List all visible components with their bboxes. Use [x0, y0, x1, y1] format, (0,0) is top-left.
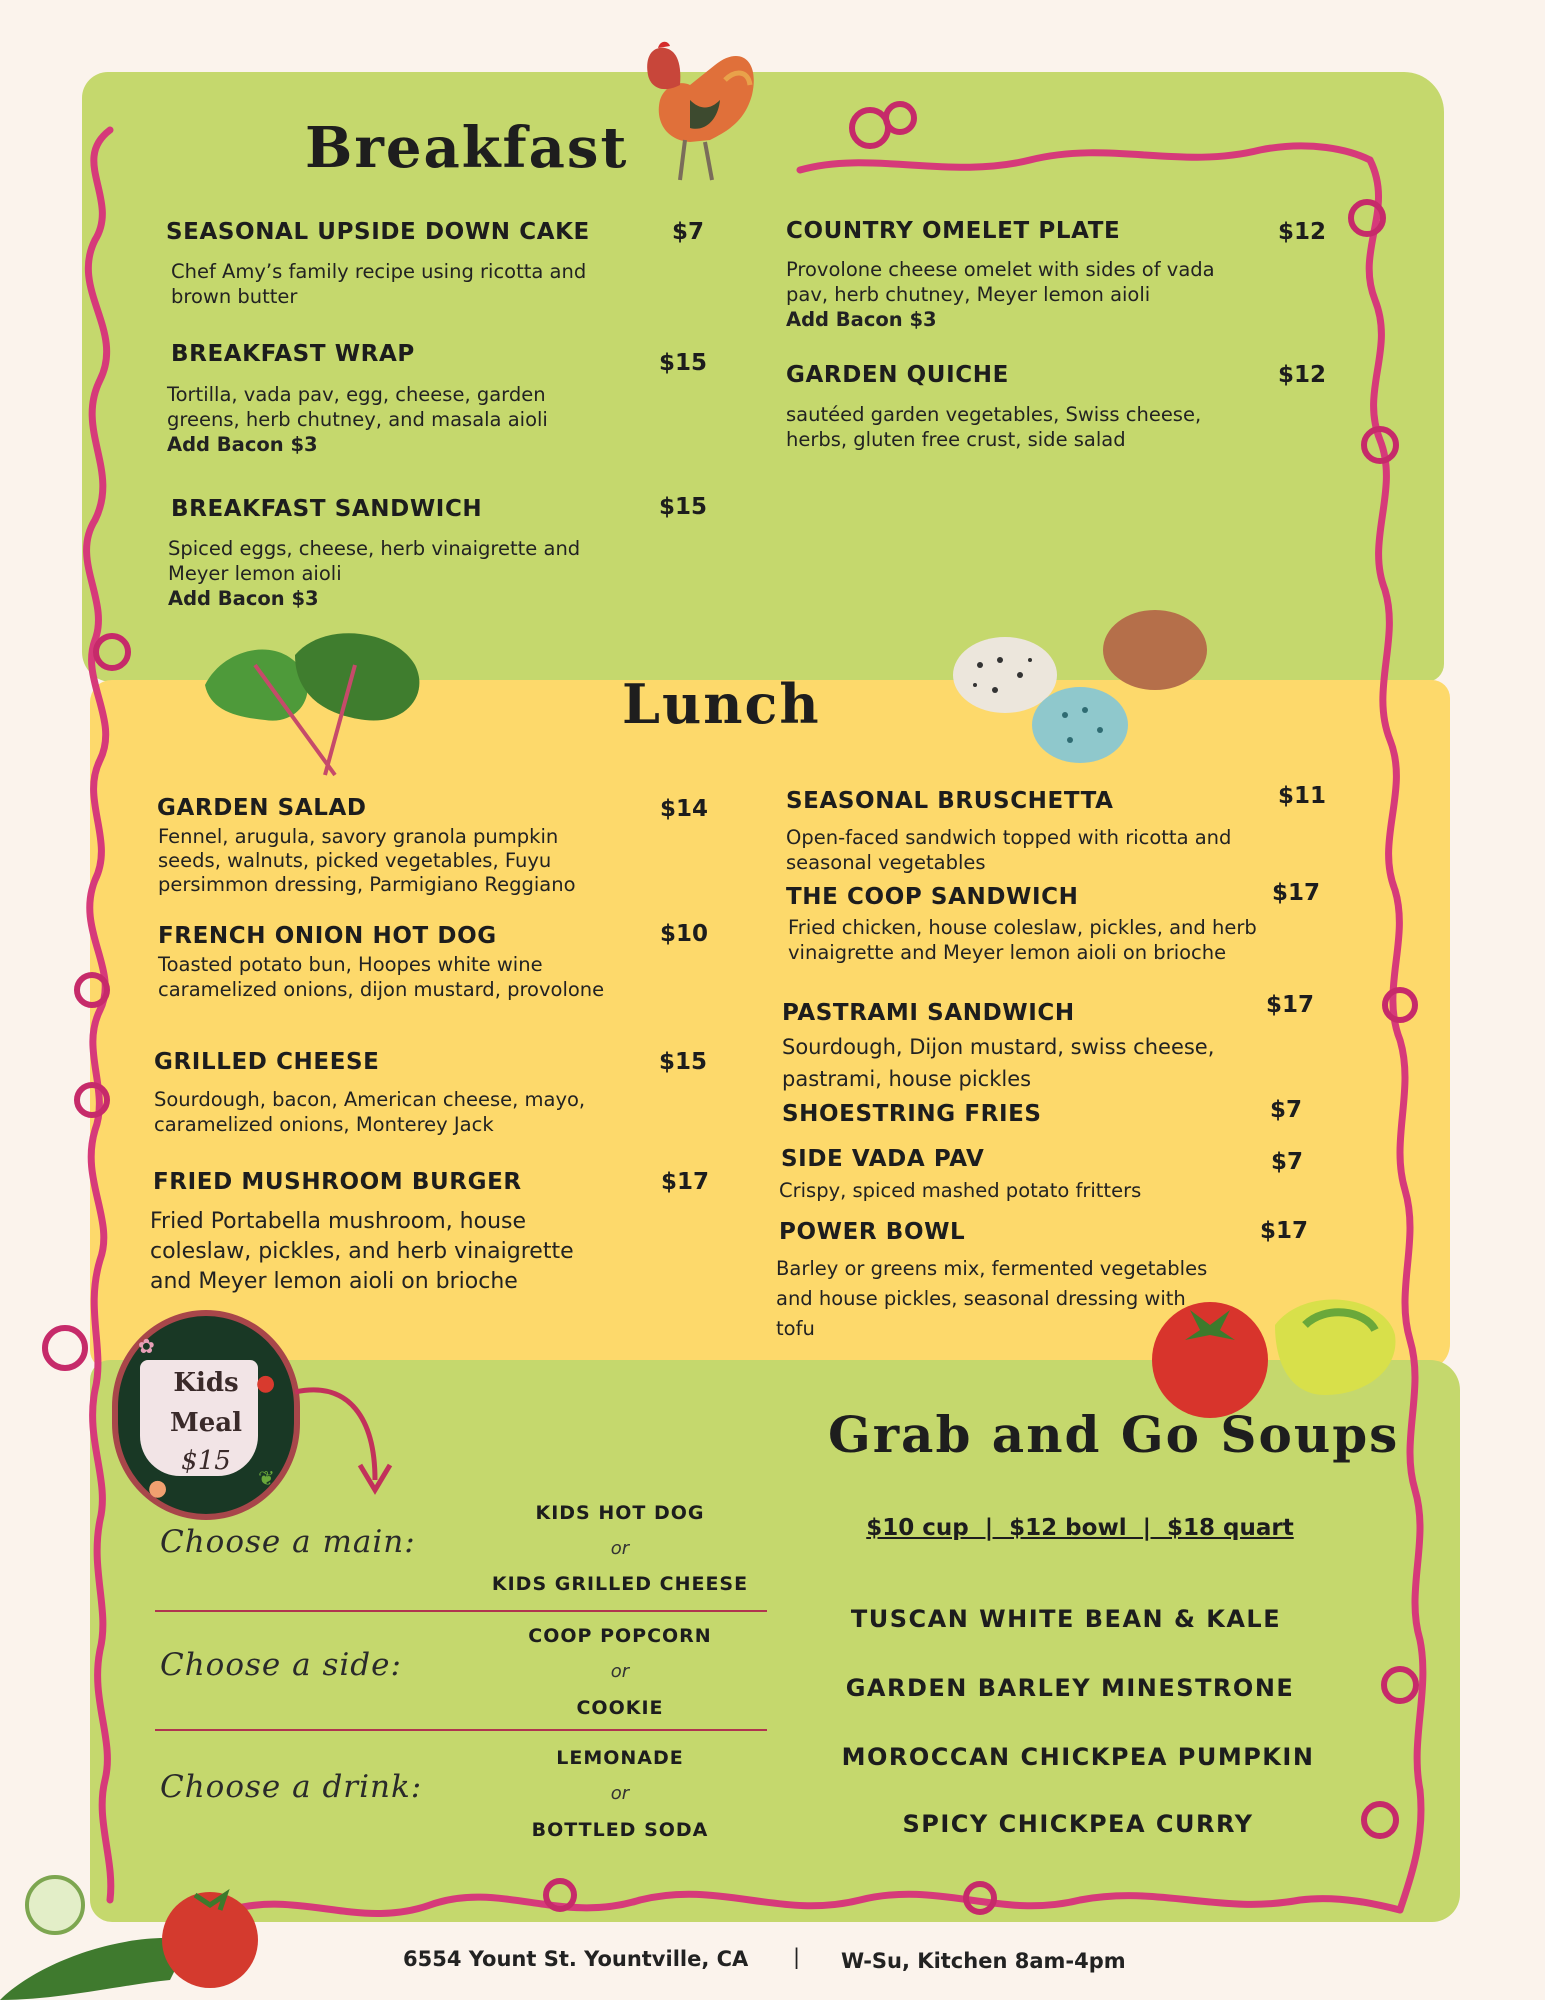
lunch-item-name: PASTRAMI SANDWICH [782, 1000, 1075, 1026]
breakfast-item-price: $7 [672, 219, 705, 245]
greens-illustration [185, 625, 445, 785]
kids-divider [155, 1729, 767, 1731]
breakfast-item-name: GARDEN QUICHE [786, 362, 1009, 388]
rooster-illustration [620, 40, 770, 200]
kids-or: or [610, 1538, 630, 1559]
kids-group-label: Choose a main: [160, 1524, 416, 1560]
kids-option: LEMONADE [556, 1747, 684, 1769]
kids-option: COOKIE [576, 1697, 664, 1719]
kids-group-label: Choose a drink: [160, 1769, 423, 1805]
lunch-item-name: GARDEN SALAD [157, 795, 367, 821]
breakfast-item-name: SEASONAL UPSIDE DOWN CAKE [166, 219, 590, 245]
lunch-item-price: $17 [661, 1169, 710, 1195]
lunch-item-price: $11 [1278, 783, 1327, 809]
soup-item: GARDEN BARLEY MINESTRONE [845, 1674, 1295, 1702]
soups-title: Grab and Go Soups [828, 1405, 1400, 1464]
eggs-illustration [950, 605, 1230, 765]
lunch-item-price: $15 [659, 1049, 708, 1075]
lunch-item-price: $17 [1266, 992, 1315, 1018]
lunch-item-price: $7 [1271, 1149, 1304, 1175]
lunch-item-name: POWER BOWL [779, 1219, 966, 1245]
arrow-icon [290, 1380, 410, 1500]
lunch-item-price: $10 [660, 921, 709, 947]
kids-or: or [610, 1661, 630, 1682]
cucumber-tomato-illustration [0, 1860, 280, 2000]
lunch-title: Lunch [622, 672, 821, 736]
breakfast-item-name: COUNTRY OMELET PLATE [786, 218, 1121, 244]
footer-address: 6554 Yount St. Yountville, CA [403, 1947, 749, 1971]
soup-item: MOROCCAN CHICKPEA PUMPKIN [841, 1743, 1315, 1771]
lunch-item-name: GRILLED CHEESE [154, 1049, 380, 1075]
leaf-icon: ❦ [258, 1466, 275, 1490]
footer-hours: W-Su, Kitchen 8am-4pm [841, 1949, 1126, 1973]
lunch-item-price: $7 [1270, 1097, 1303, 1123]
peach-icon: ● [148, 1476, 168, 1501]
lunch-item-desc: Toasted potato bun, Hoopes white wine caramelized onions, dijon mustard, provolone [158, 953, 605, 1001]
kids-divider [155, 1610, 767, 1612]
kids-option: BOTTLED SODA [531, 1819, 709, 1841]
lunch-item-price: $17 [1272, 880, 1321, 906]
breakfast-item-desc-text: sautéed garden vegetables, Swiss cheese, herbs, gluten free crust, side salad [786, 403, 1202, 451]
kids-badge-price: $15 [181, 1446, 231, 1476]
breakfast-item-desc-text: Chef Amy’s family recipe using ricotta and brown butter [171, 260, 587, 308]
breakfast-item-desc [168, 536, 598, 611]
lunch-item-name: SHOESTRING FRIES [782, 1101, 1042, 1127]
breakfast-item-name: BREAKFAST SANDWICH [171, 496, 483, 522]
breakfast-item-price: $12 [1278, 362, 1327, 388]
breakfast-item-price: $12 [1278, 219, 1327, 245]
kids-group-label: Choose a side: [160, 1647, 402, 1683]
breakfast-title: Breakfast [305, 115, 629, 181]
breakfast-item-desc [786, 257, 1256, 332]
soup-item: TUSCAN WHITE BEAN & KALE [850, 1605, 1282, 1633]
lunch-item-price: $17 [1260, 1218, 1309, 1244]
lunch-item-desc: Crispy, spiced mashed potato fritters [779, 1179, 1142, 1202]
breakfast-item-name: BREAKFAST WRAP [171, 341, 415, 367]
lunch-item-desc: Barley or greens mix, fermented vegetables and house pickles, seasonal dressing with tofu [776, 1257, 1208, 1340]
lunch-item-desc: Fried Portabella mushroom, house coleslaw, pickles, and herb vinaigrette and Meyer lemon aioli on brioche [150, 1209, 574, 1294]
soups-pricing: $10 cup | $12 bowl | $18 quart [866, 1515, 1294, 1541]
breakfast-item-desc [167, 382, 597, 457]
kids-option: COOP POPCORN [528, 1625, 712, 1647]
tomato-icon: ● [256, 1371, 276, 1396]
breakfast-item-price: $15 [659, 494, 708, 520]
lunch-item-name: SEASONAL BRUSCHETTA [786, 788, 1114, 814]
lunch-item-desc: Open-faced sandwich topped with ricotta and seasonal vegetables [786, 826, 1232, 874]
breakfast-item-addon: Add Bacon $3 [167, 433, 318, 456]
flower-icon: ✿ [138, 1334, 155, 1358]
lunch-item-name: SIDE VADA PAV [781, 1146, 985, 1172]
lunch-item-name: FRENCH ONION HOT DOG [158, 923, 497, 949]
kids-badge-line2: Meal [169, 1408, 243, 1438]
lunch-item-name: FRIED MUSHROOM BURGER [153, 1169, 522, 1195]
lunch-item-desc: Sourdough, bacon, American cheese, mayo, caramelized onions, Monterey Jack [154, 1088, 586, 1136]
lunch-item-desc: Fennel, arugula, savory granola pumpkin seeds, walnuts, picked vegetables, Fuyu persimmon dressing, Parmigiano Reggiano [158, 825, 576, 896]
footer-separator: | [793, 1945, 801, 1969]
lunch-item-name: THE COOP SANDWICH [786, 884, 1079, 910]
breakfast-item-desc-text: Spiced eggs, cheese, herb vinaigrette and Meyer lemon aioli [168, 537, 581, 585]
breakfast-item-desc-text: Tortilla, vada pav, egg, cheese, garden greens, herb chutney, and masala aioli [167, 383, 548, 431]
breakfast-item-price: $15 [659, 350, 708, 376]
breakfast-item-addon: Add Bacon $3 [168, 587, 319, 610]
kids-option: KIDS GRILLED CHEESE [491, 1573, 749, 1595]
lunch-item-desc: Sourdough, Dijon mustard, swiss cheese, pastrami, house pickles [782, 1035, 1215, 1091]
kids-option: KIDS HOT DOG [535, 1502, 705, 1524]
lunch-item-price: $14 [660, 796, 709, 822]
breakfast-item-desc [171, 259, 631, 309]
soup-item: SPICY CHICKPEA CURRY [902, 1810, 1254, 1838]
lunch-item-desc: Fried chicken, house coleslaw, pickles, and herb vinaigrette and Meyer lemon aioli on brioche [788, 916, 1257, 964]
kids-or: or [610, 1783, 630, 1804]
breakfast-item-desc-text: Provolone cheese omelet with sides of vada pav, herb chutney, Meyer lemon aioli [786, 258, 1215, 306]
breakfast-item-addon: Add Bacon $3 [786, 308, 937, 331]
kids-badge-line1: Kids [173, 1368, 239, 1398]
breakfast-item-desc [786, 402, 1256, 452]
kids-meal-badge [112, 1310, 300, 1520]
